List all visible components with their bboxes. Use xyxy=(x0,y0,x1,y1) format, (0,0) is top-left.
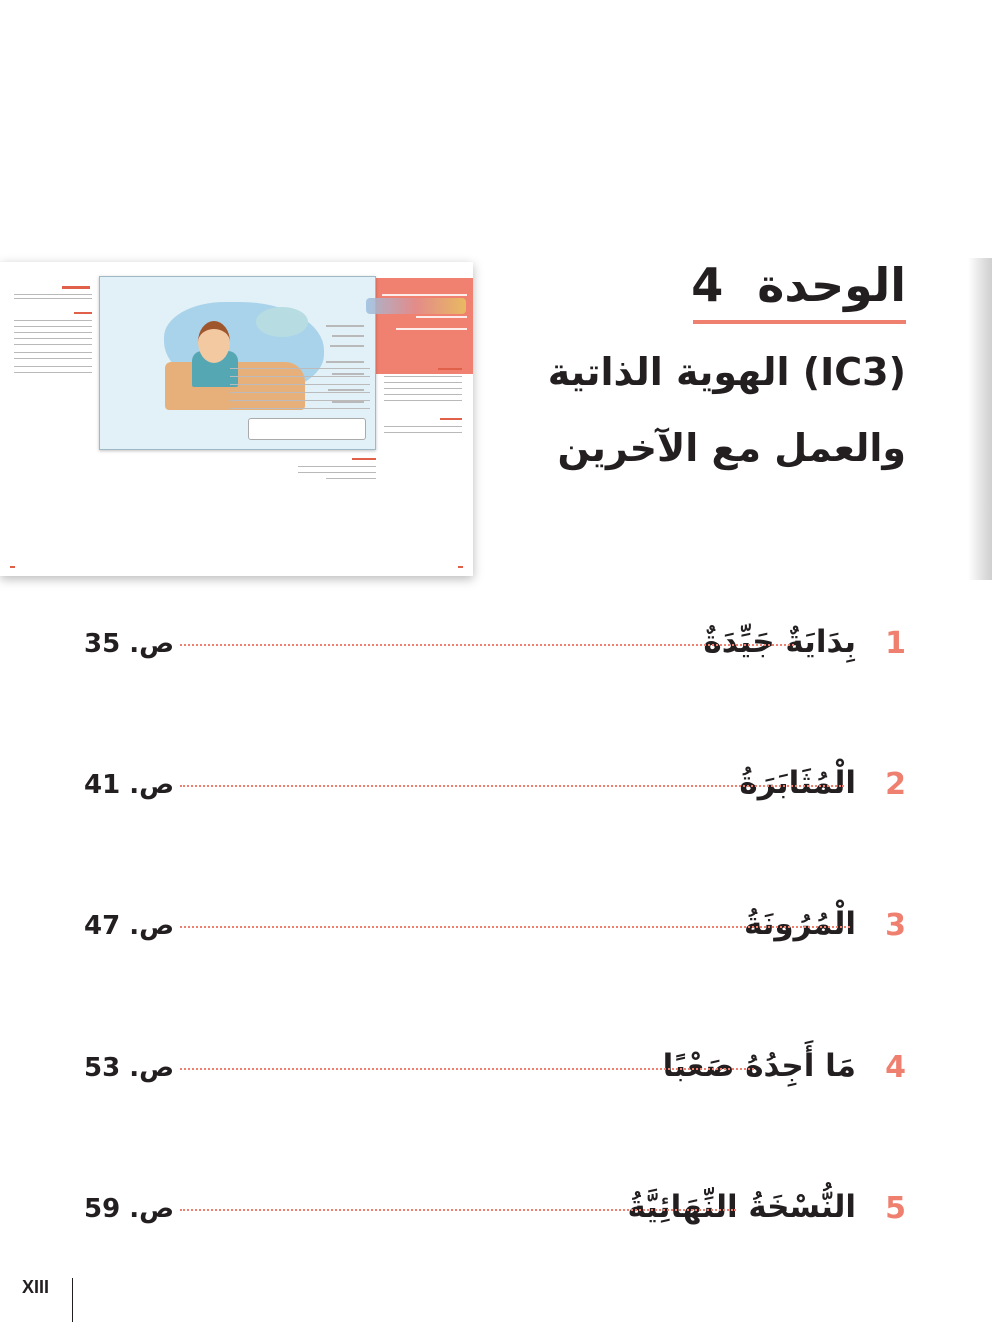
toc-entry-5[interactable] xyxy=(84,1189,906,1229)
thumb-red-banner xyxy=(376,278,473,374)
page-folio: XIII xyxy=(22,1277,50,1297)
toc-entry-number: 3 xyxy=(885,908,906,943)
unit-subtitle-line-1: (IC3) الهوية الذاتية xyxy=(547,350,906,394)
toc-entry-page: ص. 41 xyxy=(84,770,175,800)
toc-entry-title: النُّسْخَةُ النِّهَائِيَّةُ xyxy=(627,1189,856,1225)
toc-entry-number: 4 xyxy=(885,1050,906,1085)
toc-entry-2[interactable] xyxy=(84,765,906,805)
unit-subtitle-line-2: والعمل مع الآخرين xyxy=(557,426,906,470)
toc-dot-leader xyxy=(180,1209,736,1211)
thumb-lesson-title xyxy=(366,298,466,314)
toc-dot-leader xyxy=(180,644,794,646)
toc-entry-title: الْمُرُونَةُ xyxy=(743,906,856,942)
toc-entry-1[interactable] xyxy=(84,624,906,664)
unit-title-underline xyxy=(693,320,906,324)
toc-entry-title: بِدَايَةٌ جَيِّدَةٌ xyxy=(703,624,856,660)
toc-entry-number: 2 xyxy=(885,767,906,802)
folio-divider xyxy=(72,1278,73,1322)
toc-dot-leader xyxy=(180,926,850,928)
page-spread-thumbnail xyxy=(0,262,473,576)
toc-entry-page: ص. 53 xyxy=(84,1053,175,1083)
toc-entry-title: مَا أَجِدُهُ صَعْبًا xyxy=(662,1048,856,1084)
toc-entry-title: الْمُثَابَرَةُ xyxy=(739,765,856,801)
toc-dot-leader xyxy=(180,1068,754,1070)
thumb-question-box xyxy=(248,418,366,440)
toc-entry-page: ص. 47 xyxy=(84,911,175,941)
toc-entry-4[interactable] xyxy=(84,1048,906,1088)
toc-entry-number: 1 xyxy=(885,626,906,661)
page-edge-shadow xyxy=(968,258,992,580)
unit-title xyxy=(606,252,906,318)
toc-entry-3[interactable] xyxy=(84,906,906,946)
toc-entry-page: ص. 59 xyxy=(84,1194,175,1224)
toc-entry-number: 5 xyxy=(885,1191,906,1226)
unit-label: الوحدة xyxy=(757,258,906,312)
toc-entry-page: ص. 35 xyxy=(84,629,175,659)
toc-dot-leader xyxy=(180,785,844,787)
unit-number: 4 xyxy=(691,258,724,312)
